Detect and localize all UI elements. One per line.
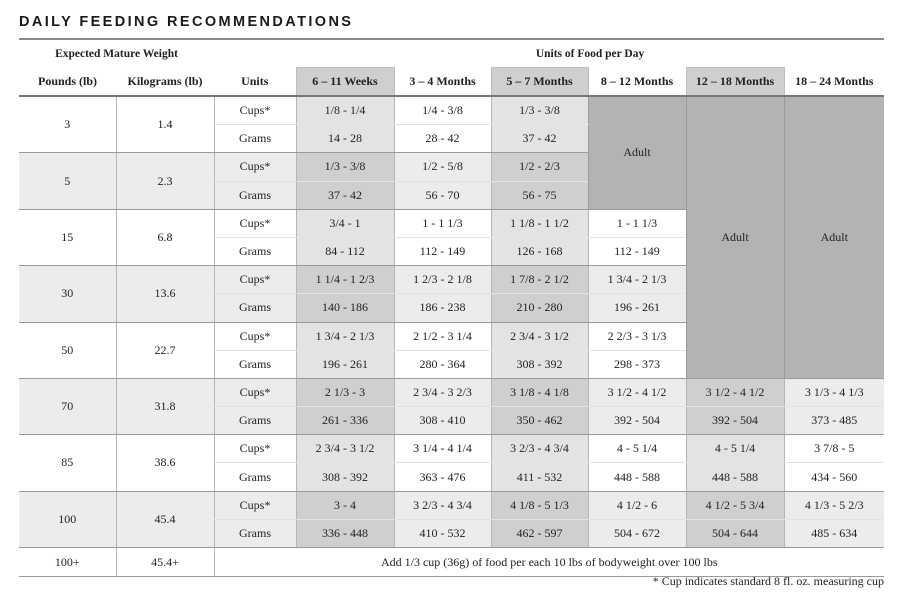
value-cell: 37 - 42 — [491, 125, 588, 153]
over-100-note: Add 1/3 cup (36g) of food per each 10 lbs of bodyweight over 100 lbs — [214, 548, 884, 577]
kilograms-cell: 2.3 — [116, 153, 214, 209]
value-cell: 1/4 - 3/8 — [394, 96, 491, 125]
value-cell: 373 - 485 — [784, 407, 884, 435]
pounds-cell: 50 — [19, 322, 116, 378]
unit-cell: Cups* — [214, 491, 296, 519]
unit-cell: Cups* — [214, 435, 296, 463]
value-cell: 261 - 336 — [296, 407, 394, 435]
value-cell: 28 - 42 — [394, 125, 491, 153]
value-cell: 3 7/8 - 5 — [784, 435, 884, 463]
pounds-cell: 100+ — [19, 548, 116, 577]
pounds-cell: 85 — [19, 435, 116, 491]
value-cell: 1/3 - 3/8 — [296, 153, 394, 181]
value-cell: 3 1/8 - 4 1/8 — [491, 378, 588, 406]
unit-cell: Grams — [214, 181, 296, 209]
value-cell: 3 1/2 - 4 1/2 — [686, 378, 784, 406]
value-cell: 410 - 532 — [394, 519, 491, 547]
value-cell: 1 3/4 - 2 1/3 — [588, 266, 686, 294]
feeding-table — [19, 40, 884, 577]
value-cell: 4 1/2 - 6 — [588, 491, 686, 519]
page-title: DAILY FEEDING RECOMMENDATIONS — [19, 14, 354, 30]
value-cell: 2 3/4 - 3 1/2 — [296, 435, 394, 463]
value-cell: 140 - 186 — [296, 294, 394, 322]
unit-cell: Cups* — [214, 378, 296, 406]
units-header: Units — [214, 68, 296, 97]
unit-cell: Grams — [214, 294, 296, 322]
unit-cell: Grams — [214, 407, 296, 435]
value-cell: 485 - 634 — [784, 519, 884, 547]
unit-cell: Grams — [214, 237, 296, 265]
table-row — [19, 491, 884, 519]
adult-cell: Adult — [686, 96, 784, 378]
value-cell: 1/8 - 1/4 — [296, 96, 394, 125]
value-cell: 14 - 28 — [296, 125, 394, 153]
unit-cell: Cups* — [214, 96, 296, 125]
unit-cell: Grams — [214, 519, 296, 547]
value-cell: 504 - 644 — [686, 519, 784, 547]
kilograms-cell: 45.4 — [116, 491, 214, 547]
age-header: 8 – 12 Months — [588, 68, 686, 97]
table-row — [19, 548, 884, 577]
age-header: 18 – 24 Months — [784, 68, 884, 97]
kilograms-cell: 31.8 — [116, 378, 214, 434]
value-cell: 196 - 261 — [296, 350, 394, 378]
unit-cell: Grams — [214, 125, 296, 153]
value-cell: 448 - 588 — [588, 463, 686, 491]
value-cell: 1/2 - 5/8 — [394, 153, 491, 181]
unit-cell: Cups* — [214, 322, 296, 350]
kilograms-cell: 13.6 — [116, 266, 214, 322]
value-cell: 1 - 1 1/3 — [588, 209, 686, 237]
age-header: 3 – 4 Months — [394, 68, 491, 97]
value-cell: 2 1/3 - 3 — [296, 378, 394, 406]
value-cell: 196 - 261 — [588, 294, 686, 322]
value-cell: 1 7/8 - 2 1/2 — [491, 266, 588, 294]
kilograms-cell: 1.4 — [116, 96, 214, 153]
value-cell: 84 - 112 — [296, 237, 394, 265]
age-header: 6 – 11 Weeks — [296, 68, 394, 97]
value-cell: 308 - 410 — [394, 407, 491, 435]
kilograms-cell: 38.6 — [116, 435, 214, 491]
pounds-cell: 5 — [19, 153, 116, 209]
value-cell: 1/2 - 2/3 — [491, 153, 588, 181]
pounds-header: Pounds (lb) — [19, 68, 116, 97]
unit-cell: Cups* — [214, 153, 296, 181]
value-cell: 1 2/3 - 2 1/8 — [394, 266, 491, 294]
value-cell: 3 2/3 - 4 3/4 — [491, 435, 588, 463]
adult-cell: Adult — [784, 96, 884, 378]
value-cell: 308 - 392 — [491, 350, 588, 378]
value-cell: 2 3/4 - 3 2/3 — [394, 378, 491, 406]
value-cell: 210 - 280 — [491, 294, 588, 322]
value-cell: 126 - 168 — [491, 237, 588, 265]
pounds-cell: 70 — [19, 378, 116, 434]
value-cell: 3 2/3 - 4 3/4 — [394, 491, 491, 519]
value-cell: 3 1/3 - 4 1/3 — [784, 378, 884, 406]
age-header: 12 – 18 Months — [686, 68, 784, 97]
value-cell: 280 - 364 — [394, 350, 491, 378]
expected-weight-header: Expected Mature Weight — [55, 47, 178, 60]
pounds-cell: 3 — [19, 96, 116, 153]
value-cell: 3 1/4 - 4 1/4 — [394, 435, 491, 463]
pounds-cell: 30 — [19, 266, 116, 322]
value-cell: 411 - 532 — [491, 463, 588, 491]
value-cell: 112 - 149 — [394, 237, 491, 265]
pounds-cell: 15 — [19, 209, 116, 265]
value-cell: 298 - 373 — [588, 350, 686, 378]
footnote: * Cup indicates standard 8 fl. oz. measuring cup — [652, 574, 884, 588]
value-cell: 2 2/3 - 3 1/3 — [588, 322, 686, 350]
adult-cell: Adult — [588, 96, 686, 209]
value-cell: 37 - 42 — [296, 181, 394, 209]
value-cell: 308 - 392 — [296, 463, 394, 491]
pounds-cell: 100 — [19, 491, 116, 547]
kilograms-cell: 6.8 — [116, 209, 214, 265]
kilograms-cell: 22.7 — [116, 322, 214, 378]
table-row — [19, 378, 884, 406]
value-cell: 350 - 462 — [491, 407, 588, 435]
value-cell: 434 - 560 — [784, 463, 884, 491]
value-cell: 2 1/2 - 3 1/4 — [394, 322, 491, 350]
value-cell: 2 3/4 - 3 1/2 — [491, 322, 588, 350]
value-cell: 1/3 - 3/8 — [491, 96, 588, 125]
value-cell: 1 3/4 - 2 1/3 — [296, 322, 394, 350]
value-cell: 1 1/8 - 1 1/2 — [491, 209, 588, 237]
unit-cell: Grams — [214, 350, 296, 378]
value-cell: 392 - 504 — [686, 407, 784, 435]
value-cell: 4 1/3 - 5 2/3 — [784, 491, 884, 519]
kilograms-header: Kilograms (lb) — [116, 68, 214, 97]
value-cell: 363 - 476 — [394, 463, 491, 491]
value-cell: 112 - 149 — [588, 237, 686, 265]
table-row — [19, 96, 884, 125]
age-header: 5 – 7 Months — [491, 68, 588, 97]
value-cell: 1 - 1 1/3 — [394, 209, 491, 237]
value-cell: 4 - 5 1/4 — [686, 435, 784, 463]
food-per-day-header: Units of Food per Day — [535, 47, 645, 60]
value-cell: 3 - 4 — [296, 491, 394, 519]
value-cell: 56 - 70 — [394, 181, 491, 209]
unit-cell: Cups* — [214, 266, 296, 294]
table-row — [19, 435, 884, 463]
value-cell: 56 - 75 — [491, 181, 588, 209]
value-cell: 3 1/2 - 4 1/2 — [588, 378, 686, 406]
value-cell: 504 - 672 — [588, 519, 686, 547]
value-cell: 4 1/2 - 5 3/4 — [686, 491, 784, 519]
unit-cell: Grams — [214, 463, 296, 491]
unit-cell: Cups* — [214, 209, 296, 237]
value-cell: 3/4 - 1 — [296, 209, 394, 237]
value-cell: 392 - 504 — [588, 407, 686, 435]
value-cell: 448 - 588 — [686, 463, 784, 491]
kilograms-cell: 45.4+ — [116, 548, 214, 577]
value-cell: 1 1/4 - 1 2/3 — [296, 266, 394, 294]
value-cell: 4 1/8 - 5 1/3 — [491, 491, 588, 519]
value-cell: 186 - 238 — [394, 294, 491, 322]
value-cell: 462 - 597 — [491, 519, 588, 547]
value-cell: 4 - 5 1/4 — [588, 435, 686, 463]
value-cell: 336 - 448 — [296, 519, 394, 547]
